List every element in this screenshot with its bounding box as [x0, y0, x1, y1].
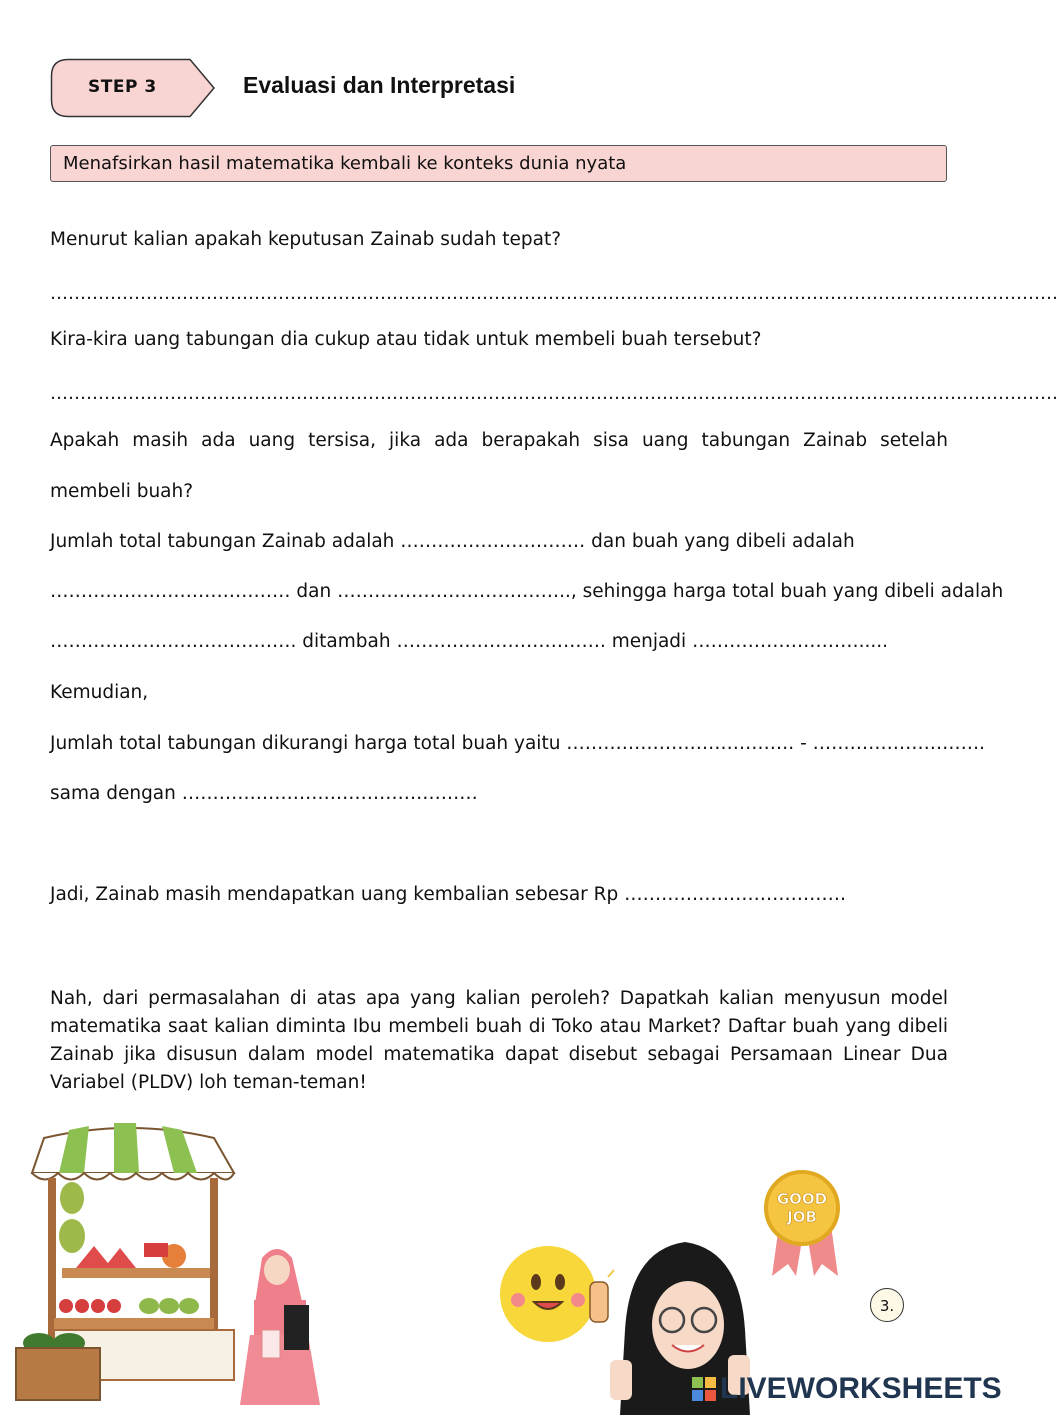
smiley-thumbs-up-icon: [498, 1242, 618, 1347]
brand-wordmark[interactable]: LIVEWORKSHEETS: [720, 1372, 1002, 1405]
fill-line-1[interactable]: Jumlah total tabungan Zainab adalah ………………………… dan buah yang dibeli adalah: [50, 531, 855, 552]
girl-illustration: [232, 1240, 327, 1410]
fill-line-3[interactable]: …………………………………. ditambah ……………………………. menjadi ……………………….....: [50, 631, 888, 652]
question-3-line-1: Apakah masih ada uang tersisa, jika ada berapakah sisa uang tabungan Zainab setelah: [50, 430, 948, 451]
closing-paragraph: Nah, dari permasalahan di atas apa yang kalian peroleh? Dapatkah kalian menyusun model matematika saat kalian diminta Ibu membeli buah di Toko atau Market? Daftar buah yang dibeli Zainab jika disusun dalam model matematika dapat disebut sebagai Persamaan Linear Dua Variabel (PLDV) loh teman-teman!: [50, 988, 948, 1093]
objective-banner: [50, 145, 947, 182]
step-label: STEP 3: [88, 77, 157, 97]
question-1: Menurut kalian apakah keputusan Zainab sudah tepat?: [50, 229, 562, 250]
banner-text: Menafsirkan hasil matematika kembali ke konteks dunia nyata: [63, 153, 627, 174]
svg-text:JOB: JOB: [787, 1208, 817, 1226]
page-number: 3.: [870, 1288, 904, 1322]
fill-line-4: Kemudian,: [50, 682, 149, 703]
svg-text:GOOD: GOOD: [776, 1190, 828, 1208]
fill-line-2[interactable]: ………………………………… dan ……………………………….., sehingga harga total buah yang dibeli adalah: [50, 581, 1004, 602]
answer-line-2[interactable]: ……………………………………………………………………………………………………………………………………………………: [50, 383, 1058, 404]
liveworksheets-logo-icon: [692, 1377, 716, 1401]
question-3-line-2: membeli buah?: [50, 481, 194, 502]
fill-line-6[interactable]: sama dengan …………………………………………: [50, 783, 478, 804]
page-title: Evaluasi dan Interpretasi: [243, 72, 516, 98]
good-job-medal-icon: [760, 1168, 850, 1278]
fill-line-5[interactable]: Jumlah total tabungan dikurangi harga total buah yaitu ………………………………. - ……………………….: [50, 733, 985, 754]
conclusion-line[interactable]: Jadi, Zainab masih mendapatkan uang kembalian sebesar Rp ………………………………: [50, 884, 847, 905]
question-2: Kira-kira uang tabungan dia cukup atau tidak untuk membeli buah tersebut?: [50, 329, 762, 350]
answer-line-1[interactable]: ……………………………………………………………………………………………………………………………………………………: [50, 283, 1058, 304]
fruit-stall-illustration: [14, 1118, 244, 1408]
